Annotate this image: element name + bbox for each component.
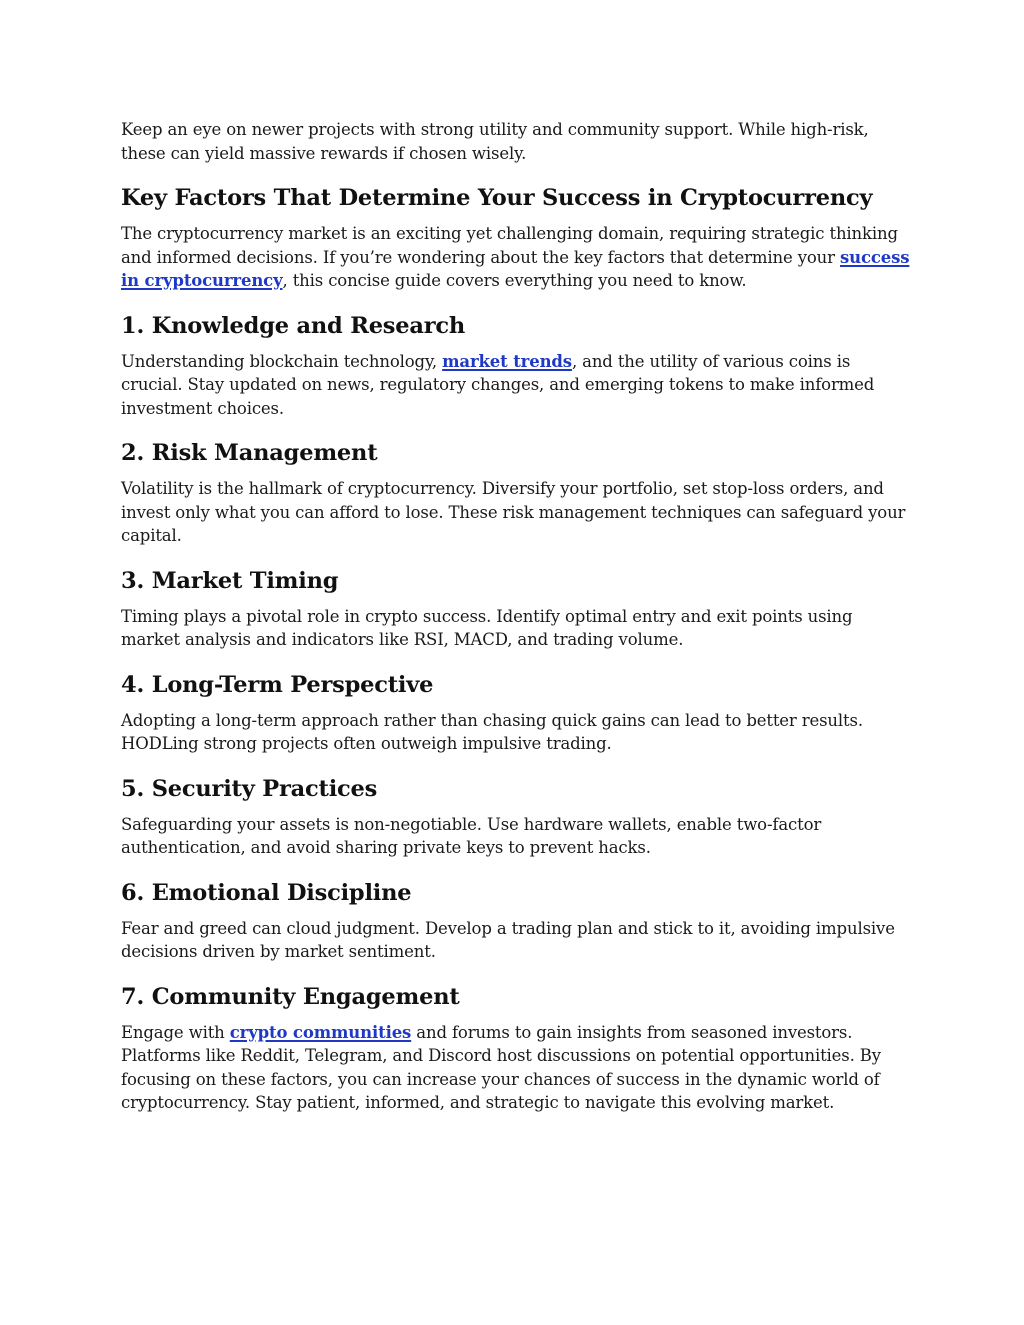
main-heading: Key Factors That Determine Your Success in Cryptocurrency [121, 185, 873, 211]
section-paragraph-risk: Volatility is the hallmark of cryptocurrency. Diversify your portfolio, set stop-loss orders, and invest only what you can afford to lose. These risk management techniques can safeguard your capital. [121, 479, 906, 545]
section-paragraph-long-term: Adopting a long-term approach rather than chasing quick gains can lead to better results. HODLing strong projects often outweigh impulsive trading. [121, 710, 863, 753]
section-text-end: and forums to gain insights from seasoned investors. Platforms like Reddit, Telegram, and Discord host discussions on potential opportunities. By focusing on these factors, you can increase your chances of success in the dynamic world of cryptocurrency. Stay patient, informed, and strategic to navigate this evolving market. [121, 1022, 881, 1112]
section-heading-risk: 2. Risk Management [121, 440, 378, 466]
section-heading-community: 7. Community Engagement [121, 983, 460, 1010]
section-heading-timing: 3. Market Timing [121, 567, 339, 594]
section-paragraph-knowledge [121, 350, 911, 421]
section-paragraph-timing: Timing plays a pivotal role in crypto success. Identify optimal entry and exit points using market analysis and indicators like RSI, MACD, and trading volume. [121, 606, 853, 649]
section-text: Understanding blockchain technology, [121, 351, 443, 371]
section-paragraph-emotional: Fear and greed can cloud judgment. Develop a trading plan and stick to it, avoiding impulsive decisions driven by market sentiment. [121, 918, 895, 961]
market-trends-link[interactable]: market trends [442, 351, 572, 371]
section-heading-long-term: 4. Long-Term Perspective [121, 671, 434, 698]
section-paragraph-security: Safeguarding your assets is non-negotiable. Use hardware wallets, enable two-factor authentication, and avoid sharing private keys to prevent hacks. [121, 814, 822, 857]
section-text: Engage with [121, 1022, 230, 1042]
main-paragraph-text-end: , this concise guide covers everything you need to know. [282, 271, 747, 290]
crypto-communities-link[interactable]: crypto communities [229, 1022, 412, 1042]
document-page [121, 118, 911, 1115]
section-paragraph-community [121, 1021, 911, 1115]
section-text-end: , and the utility of various coins is crucial. Stay updated on news, regulatory changes, and emerging tokens to make informed investment choices. [121, 351, 875, 418]
intro-paragraph: Keep an eye on newer projects with strong utility and community support. While high-risk, these can yield massive rewards if chosen wisely. [121, 120, 869, 163]
section-heading-knowledge: 1. Knowledge and Research [121, 312, 466, 339]
section-heading-security: 5. Security Practices [121, 775, 378, 802]
section-heading-emotional: 6. Emotional Discipline [121, 879, 412, 906]
main-paragraph-text: The cryptocurrency market is an exciting yet challenging domain, requiring strategic thinking and informed decisions. If you’re wondering about the key factors that determine your [121, 224, 898, 267]
main-paragraph [121, 222, 911, 293]
success-in-cryptocurrency-link[interactable]: success in cryptocurrency [121, 247, 910, 290]
